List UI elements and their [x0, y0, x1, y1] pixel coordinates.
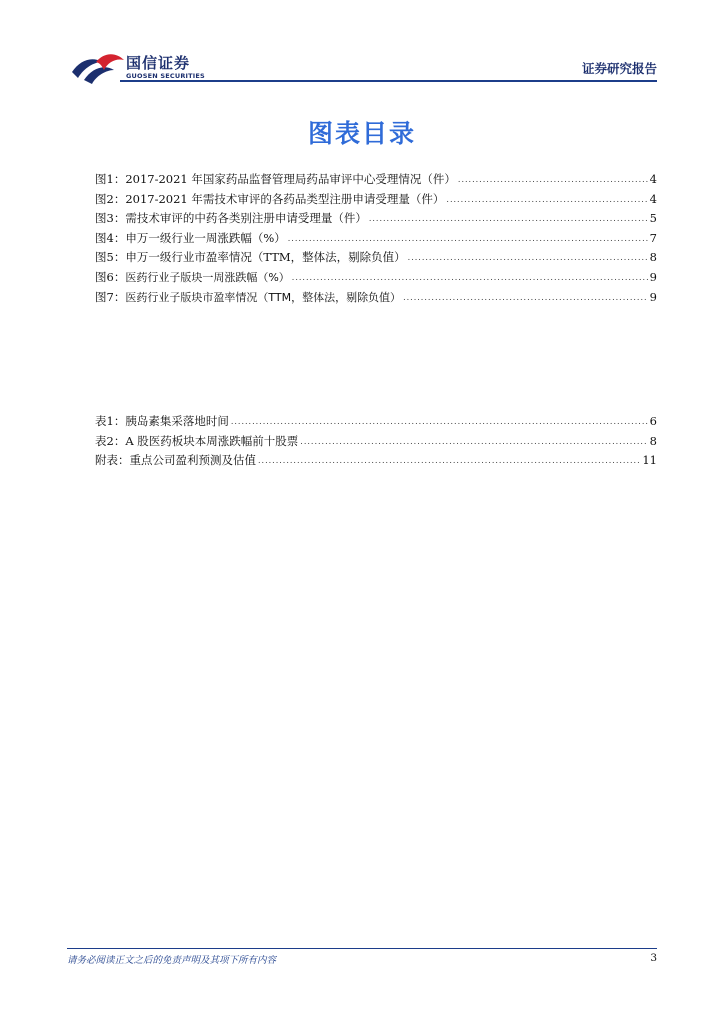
toc-page-number: 8	[649, 250, 657, 265]
toc-entry[interactable]	[95, 289, 657, 309]
toc-entry-number: 表2：	[95, 433, 126, 448]
toc-entry-number: 表1：	[95, 414, 126, 428]
toc-page-number: 4	[649, 191, 657, 206]
toc-entry-label	[95, 230, 286, 246]
figure-list	[95, 171, 657, 308]
toc-entry[interactable]	[95, 171, 657, 191]
toc-entry-number: 图7：	[95, 289, 126, 304]
table-list	[95, 413, 657, 472]
report-type-label: 证券研究报告	[581, 61, 657, 76]
toc-leader-dots	[403, 293, 648, 302]
toc-page-number: 4	[649, 172, 657, 186]
brand-name-en: GUOSEN SECURITIES	[126, 72, 205, 80]
toc-page-number: 11	[642, 453, 657, 468]
toc-entry-label	[95, 191, 444, 207]
toc-entry-title: A 股医药板块本周涨跌幅前十股票	[125, 433, 299, 448]
toc-leader-dots	[458, 175, 648, 184]
toc-leader-dots	[258, 456, 640, 465]
toc-leader-dots	[300, 437, 647, 446]
toc-entry[interactable]	[95, 210, 657, 230]
toc-leader-dots	[369, 214, 648, 223]
toc-page-number: 8	[649, 433, 657, 448]
toc-entry-label	[95, 249, 406, 265]
toc-entry[interactable]	[95, 249, 657, 269]
toc-entry[interactable]	[95, 230, 657, 250]
toc-entry-title: 2017-2021 年国家药品监督管理局药品审评中心受理情况（件）	[125, 172, 456, 186]
toc-leader-dots	[408, 253, 648, 262]
toc-page-number: 9	[649, 269, 657, 284]
toc-entry-label	[95, 269, 290, 285]
page-number: 3	[650, 952, 657, 964]
toc-entry[interactable]	[95, 191, 657, 211]
disclaimer-note: 请务必阅读正文之后的免责声明及其项下所有内容	[67, 955, 277, 966]
toc-entry-number: 图1：	[95, 172, 126, 186]
toc-entry-label	[95, 413, 229, 429]
toc-entry-number: 附表：	[95, 453, 130, 468]
toc-entry-label	[95, 171, 456, 187]
toc-entry-title: 胰岛素集采落地时间	[125, 414, 229, 428]
toc-entry-number: 图2：	[95, 191, 126, 206]
toc-entry-label	[95, 452, 256, 468]
footer-divider	[67, 948, 657, 949]
toc-entry[interactable]	[95, 413, 657, 433]
toc-entry-title: 重点公司盈利预测及估值	[129, 453, 256, 468]
toc-entry[interactable]	[95, 433, 657, 453]
toc-entry-title: 医药行业子版块市盈率情况（TTM，整体法，剔除负值）	[125, 290, 402, 304]
toc-page-number: 7	[649, 230, 657, 245]
toc-entry-number: 图5：	[95, 250, 126, 265]
toc-page-number: 5	[649, 211, 657, 226]
toc-entry-number: 图4：	[95, 230, 126, 245]
toc-entry-label	[95, 210, 367, 226]
toc-leader-dots	[292, 273, 648, 282]
toc-page-number: 6	[649, 414, 657, 428]
toc-entry-title: 需技术审评的中药各类别注册申请受理量（件）	[125, 211, 367, 226]
toc-entry-label	[95, 433, 298, 449]
toc-leader-dots	[231, 417, 648, 426]
toc-leader-dots	[446, 195, 647, 204]
page-header	[0, 0, 724, 90]
guosen-logo-icon	[70, 50, 126, 86]
toc-entry-title: 2017-2021 年需技术审评的各药品类型注册申请受理量（件）	[125, 191, 445, 206]
toc-entry-number: 图6：	[95, 269, 126, 284]
toc-entry-title: 申万一级行业一周涨跌幅（%）	[125, 230, 286, 245]
toc-leader-dots	[288, 234, 648, 243]
toc-entry-label	[95, 289, 401, 305]
toc-entry-title: 医药行业子版块一周涨跌幅（%）	[125, 270, 290, 284]
toc-entry-title: 申万一级行业市盈率情况（TTM，整体法，剔除负值）	[125, 250, 406, 265]
toc-entry-number: 图3：	[95, 211, 126, 226]
header-divider	[120, 80, 657, 82]
page-title: 图表目录	[307, 119, 416, 148]
brand-name-cn: 国信证券	[126, 54, 191, 72]
toc-page-number: 9	[649, 289, 657, 304]
toc-entry[interactable]	[95, 452, 657, 472]
toc-entry[interactable]	[95, 269, 657, 289]
